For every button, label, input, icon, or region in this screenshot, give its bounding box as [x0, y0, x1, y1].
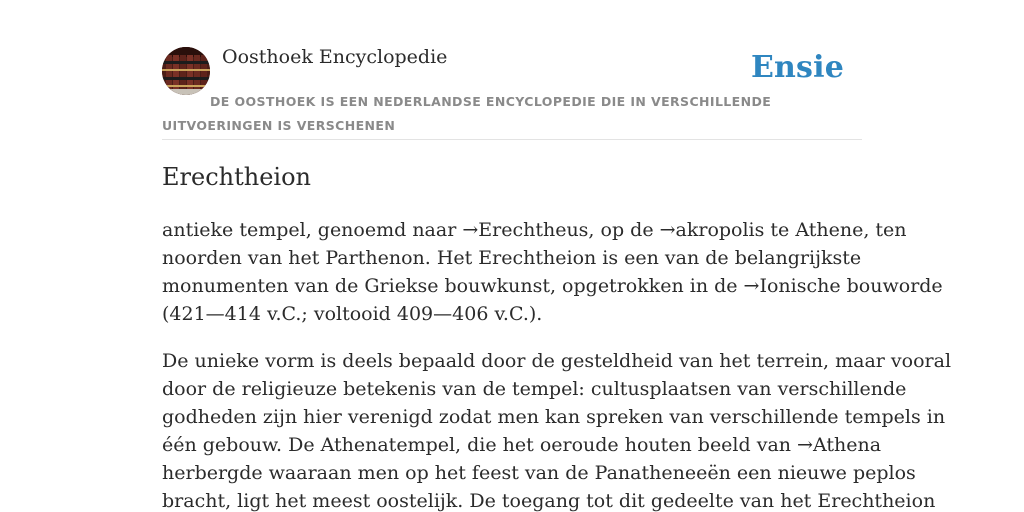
paragraph-line: herbergde waaraan men op het feest van de Panatheneeën een nieuwe peplos	[162, 462, 916, 484]
paragraph-line: noorden van het Parthenon. Het Erechtheion is een van de belangrijkste	[162, 247, 862, 269]
publication-name[interactable]: Oosthoek Encyclopedie	[222, 46, 448, 68]
paragraph-line: bracht, ligt het meest oostelijk. De toegang tot dit gedeelte van het Erechtheion	[162, 490, 936, 512]
publication-tagline: DE OOSTHOEK IS EEN NEDERLANDSE ENCYCLOPEDIE DIE IN VERSCHILLENDE UITVOERINGEN IS VERSCHENEN	[162, 94, 772, 133]
paragraph-line: (421—414 v.C.; voltooid 409—406 v.C.).	[162, 303, 543, 325]
site-header	[162, 0, 862, 140]
paragraph-line: één gebouw. De Athenatempel, die het oeroude houten beeld van →Athena	[162, 434, 882, 456]
article-paragraph-1	[162, 216, 943, 328]
paragraph-line: antieke tempel, genoemd naar →Erechtheus, op de →akropolis te Athene, ten	[162, 219, 907, 241]
ensie-logo[interactable]: Ensie	[750, 50, 844, 85]
paragraph-line: De unieke vorm is deels bepaald door de gesteldheid van het terrein, maar vooral	[162, 350, 952, 372]
article-title: Erechtheion	[162, 163, 311, 191]
page-container	[162, 0, 952, 512]
article-paragraph-2	[162, 347, 952, 512]
paragraph-line: door de religieuze betekenis van de tempel: cultusplaatsen van verschillende	[162, 378, 907, 400]
paragraph-line: monumenten van de Griekse bouwkunst, opgetrokken in de →Ionische bouworde	[162, 275, 943, 297]
encyclopedia-books-icon[interactable]	[162, 47, 210, 95]
paragraph-line: godheden zijn hier verenigd zodat men kan spreken van verschillende tempels in	[162, 406, 946, 428]
